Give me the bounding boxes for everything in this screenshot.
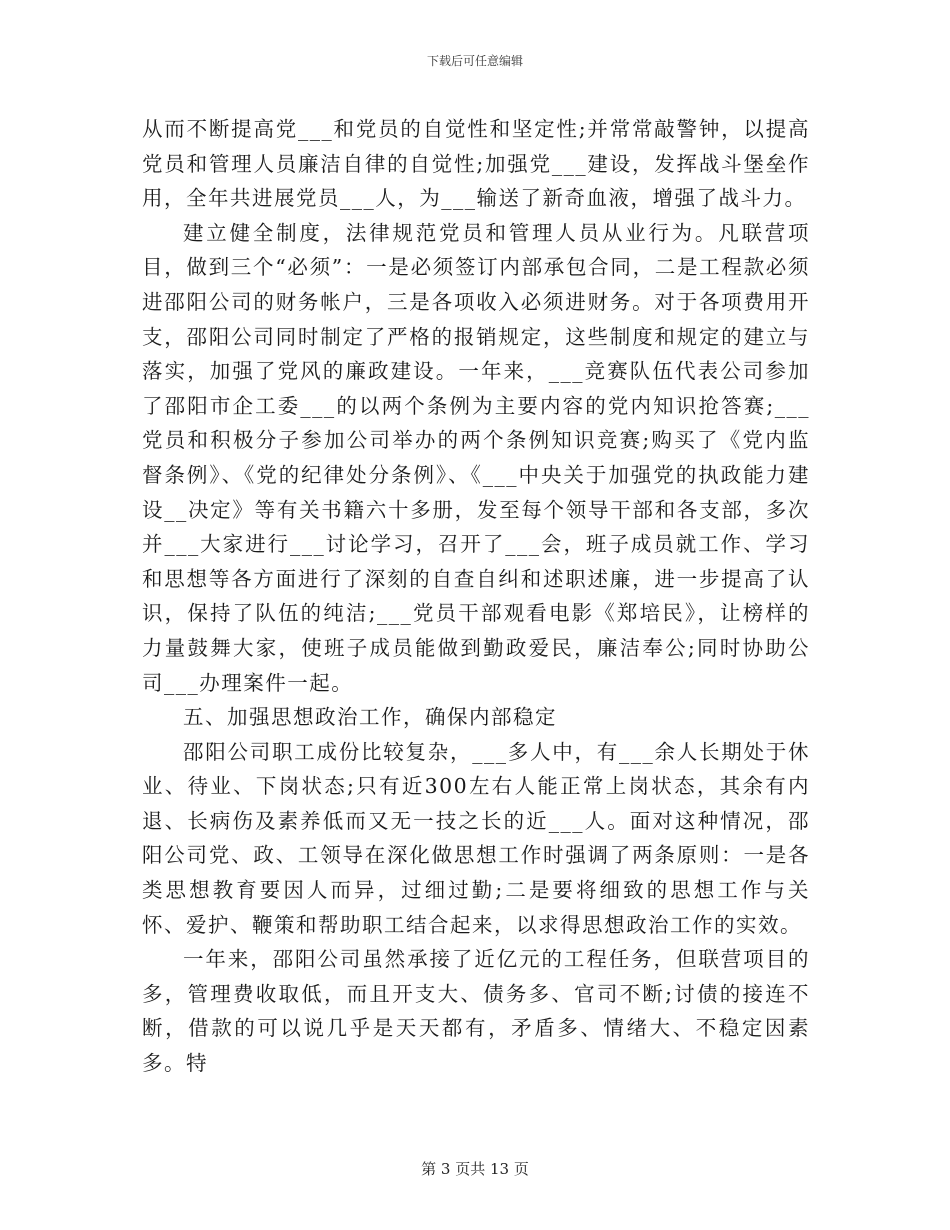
paragraph-year-review: 一年来，邵阳公司虽然承接了近亿元的工程任务，但联营项目的多，管理费收取低，而且开支大、债务多、官司不断;讨债的接连不断，借款的可以说几乎是天天都有，矛盾多、情绪大、不稳定因素多。特 <box>142 947 810 1076</box>
page-footer: 第 3 页共 13 页 <box>421 1160 529 1178</box>
paragraph-workforce: 邵阳公司职工成份比较复杂，___多人中，有___余人长期处于休业、待业、下岗状态;只有近300左右人能正常上岗状态，其余有内退、长病伤及素养低而又无一技之长的近___人。面对这种情况，邵阳公司党、政、工领导在深化做思想工作时强调了两条原则：一是各类思想教育要因人而异，过细过勤;二是要将细致的思想工作与关怀、爱护、鞭策和帮助职工结合起来，以求得思想政治工作的实效。 <box>142 739 810 937</box>
paragraph-continuation: 从而不断提高党___和党员的自觉性和坚定性;并常常敲警钟，以提高党员和管理人员廉洁自律的自觉性;加强党___建设，发挥战斗堡垒作用，全年共进展党员___人，为___输送了新奇血液，增强了战斗力。 <box>142 117 810 211</box>
document-body <box>142 112 810 1081</box>
paragraph-system-building: 建立健全制度，法律规范党员和管理人员从业行为。凡联营项目，做到三个“必须”：一是必须签订内部承包合同，二是工程款必须进邵阳公司的财务帐户，三是各项收入必须进财务。对于各项费用开支，邵阳公司同时制定了严格的报销规定，这些制度和规定的建立与落实，加强了党风的廉政建设。一年来，___竞赛队伍代表公司参加了邵阳市企工委___的以两个条例为主要内容的党内知识抢答赛;___党员和积极分子参加公司举办的两个条例知识竞赛;购买了《党内监督条例》、《党的纪律处分条例》、《___中央关于加强党的执政能力建设__决定》等有关书籍六十多册，发至每个领导干部和各支部，多次并___大家进行___讨论学习，召开了___会，班子成员就工作、学习和思想等各方面进行了深刻的自查自纠和述职述廉，进一步提高了认识，保持了队伍的纯洁;___党员干部观看电影《郑培民》，让榜样的力量鼓舞大家，使班子成员能做到勤政爱民，廉洁奉公;同时协助公司___办理案件一起。 <box>142 220 810 695</box>
page-header: 下载后可任意编辑 <box>426 54 523 68</box>
section-heading: 五、加强思想政治工作，确保内部稳定 <box>183 705 557 730</box>
